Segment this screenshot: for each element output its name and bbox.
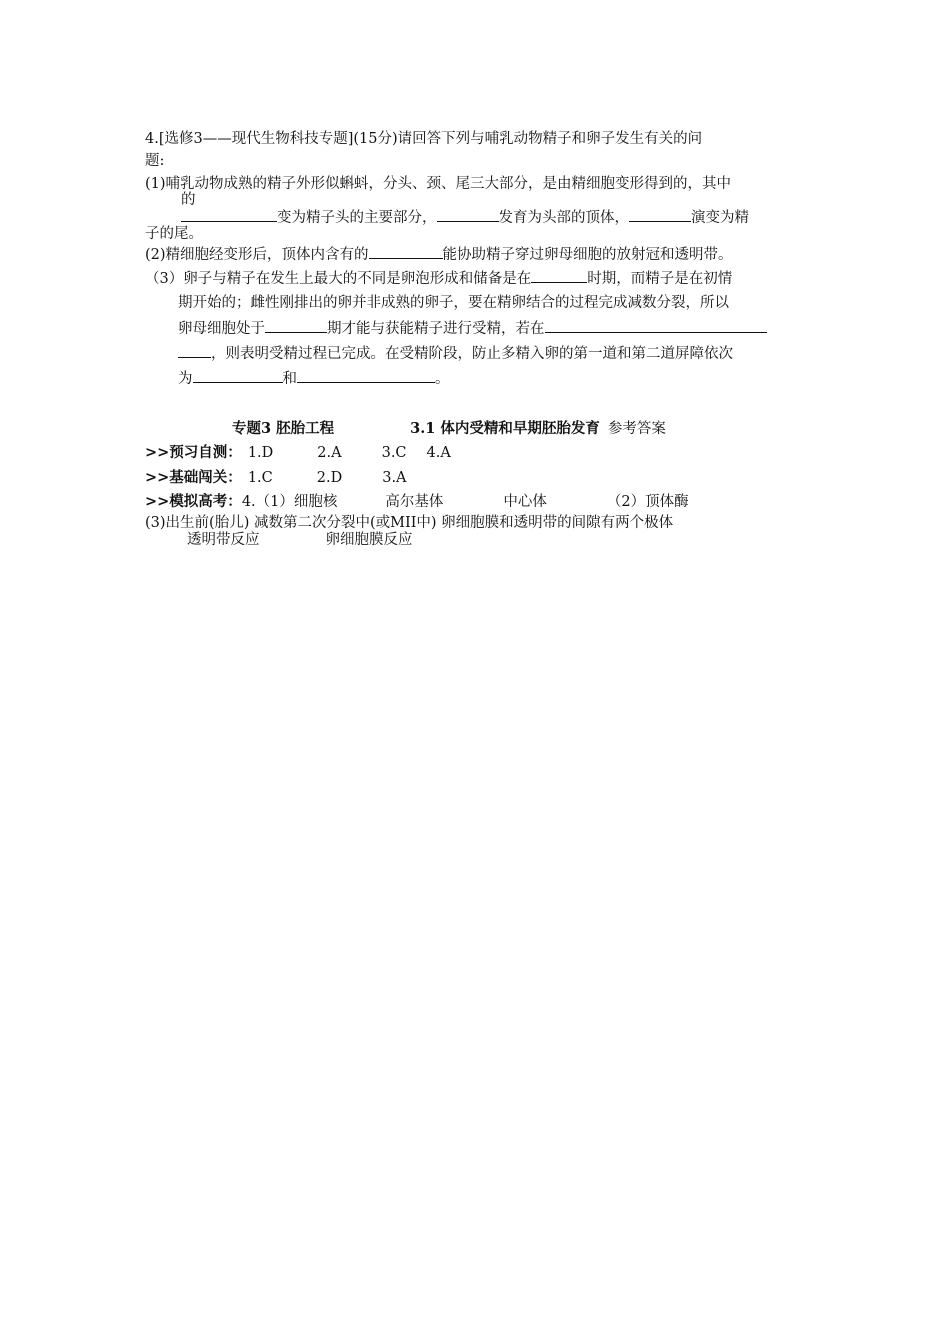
blank-6 [265, 318, 327, 333]
blank-5 [531, 268, 587, 283]
part3-line5 [178, 368, 450, 389]
part2-line [145, 244, 733, 265]
preview-item: 2.A [317, 445, 342, 461]
part3-text-4: 期才能与获能精子进行受精，若在 [327, 321, 545, 337]
mock-answers-line2: (3)出生前(胎儿) 减数第二次分裂中(或MII中) 卵细胞膜和透明带的间隙有两个极体 [145, 515, 674, 531]
answer-title-section: 3.1 体内受精和早期胚胎发育 [410, 420, 600, 437]
preview-answers [145, 443, 451, 463]
part1-text-2: 发育为头部的顶体， [498, 210, 629, 226]
part1-text-1: 变为精子头的主要部分， [277, 210, 437, 226]
answer-title-topic: 专题3 胚胎工程 [232, 420, 335, 437]
blank-9 [193, 368, 283, 383]
answer-title-suffix: 参考答案 [607, 421, 666, 437]
mock-item: 中心体 [503, 494, 547, 510]
part3-text-7: 和 [282, 371, 297, 387]
part1-line1: (1)哺乳动物成熟的精子外形似蝌蚪，分头、颈、尾三大部分，是由精细胞变形得到的，其中 [145, 176, 732, 192]
part3-text-8: 。 [435, 371, 450, 387]
part3-text-5: ，则表明受精过程已完成。在受精阶段，防止多精入卵的第一道和第二道屏障依次 [211, 346, 733, 362]
blank-4 [369, 244, 443, 259]
blank-7 [545, 318, 767, 333]
part2-text-2: 能协助精子穿过卵母细胞的放射冠和透明带。 [442, 247, 733, 263]
mock-item: 4.（1）细胞核 [241, 494, 338, 510]
preview-label: >>预习自测： [145, 444, 242, 461]
mock-answers-line1 [145, 492, 689, 512]
part3-line3 [178, 318, 767, 339]
mock-answers-line3 [187, 530, 413, 550]
basic-item: 2.D [316, 470, 343, 486]
part3-text-2: 时期，而精子是在初情 [587, 271, 733, 287]
answer-title [232, 419, 666, 439]
blank-3 [629, 207, 691, 222]
preview-item: 1.D [247, 445, 274, 461]
part1-text-3: 演变为精 [691, 210, 749, 226]
preview-item: 4.A [426, 445, 451, 461]
basic-item: 3.A [382, 470, 407, 486]
basic-answers [145, 468, 407, 488]
mock-item: （2）顶体酶 [606, 494, 689, 510]
mock-item: 高尔基体 [385, 494, 444, 510]
part2-text-1: (2)精细胞经变形后，顶体内含有的 [145, 247, 369, 263]
basic-item: 1.C [247, 470, 273, 486]
question-header-cont: 题: [145, 153, 165, 169]
blank-8 [178, 343, 211, 358]
part1-line4: 子的尾。 [145, 226, 203, 242]
mock-item: 透明带反应 [187, 532, 260, 548]
part1-line3 [181, 207, 749, 228]
part3-line2: 期开始的；雌性刚排出的卵并非成熟的卵子，要在精卵结合的过程完成减数分裂，所以 [178, 295, 729, 311]
blank-2 [437, 207, 499, 222]
part3-text-1: （3）卵子与精子在发生上最大的不同是卵泡形成和储备是在 [145, 271, 532, 287]
mock-label: >>模拟高考： [145, 493, 242, 510]
part3-line4 [178, 343, 733, 364]
part3-text-3: 卵母细胞处于 [178, 321, 265, 337]
part1-line2: 的 [181, 192, 196, 208]
blank-1 [181, 207, 277, 222]
basic-label: >>基础闯关： [145, 469, 242, 486]
part3-text-6: 为 [178, 371, 193, 387]
blank-10 [297, 368, 435, 383]
mock-item: 卵细胞膜反应 [325, 532, 413, 548]
question-header: 4.[选修3——现代生物科技专题](15分)请回答下列与哺乳动物精子和卵子发生有关的问 [145, 131, 703, 147]
part3-line1 [145, 268, 732, 289]
preview-item: 3.C [381, 445, 407, 461]
